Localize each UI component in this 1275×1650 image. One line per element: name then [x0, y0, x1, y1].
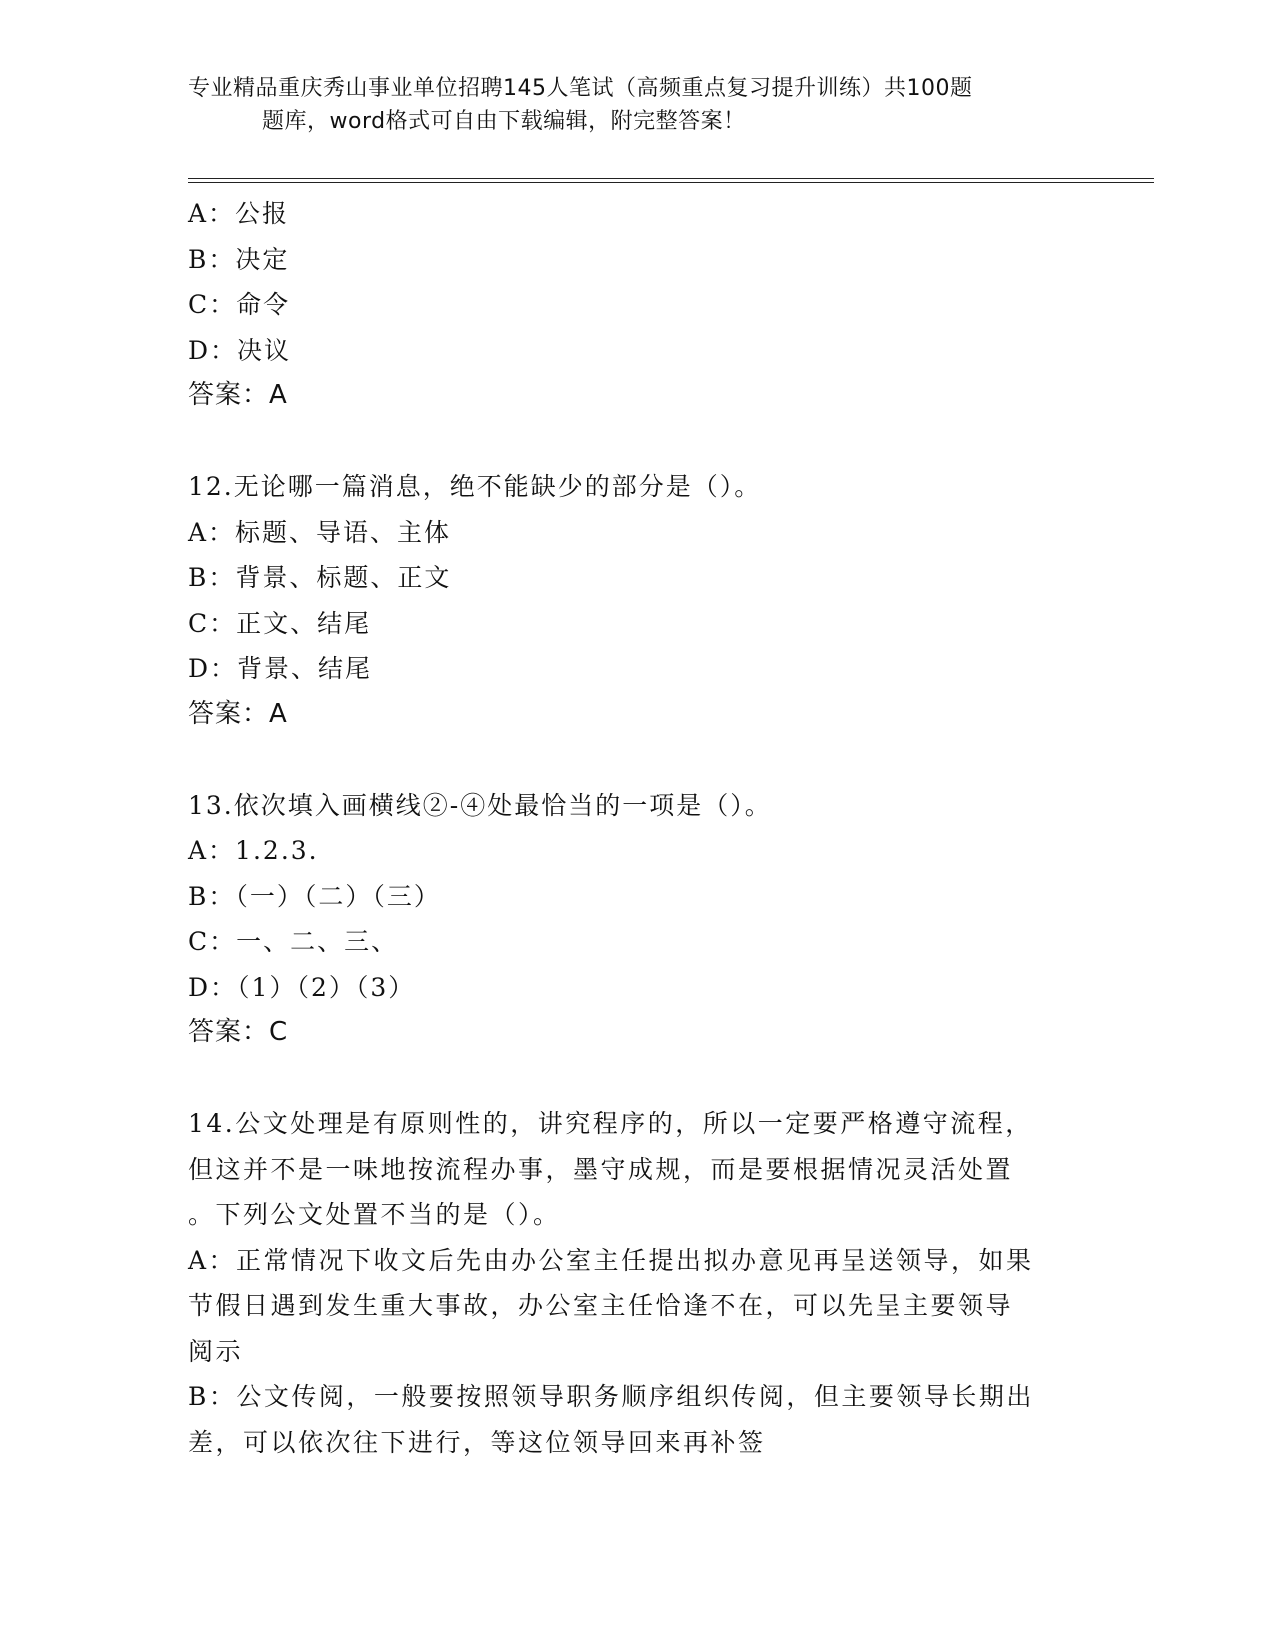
header-title-line2: 题库，word格式可自由下载编辑，附完整答案！: [262, 109, 746, 134]
option-d: D：决议: [188, 335, 292, 365]
answer: 答案：C: [188, 1017, 289, 1047]
option-a: A：公报: [188, 199, 290, 228]
header-title-line1: 专业精品重庆秀山事业单位招聘145人笔试（高频重点复习提升训练）共100题: [188, 76, 973, 101]
question-text-line: 但这并不是一味地按流程办事，墨守成规，而是要根据情况灵活处置: [188, 1154, 1014, 1184]
spacer: [188, 419, 1088, 465]
question-text-line: 。下列公文处置不当的是（）。: [188, 1200, 561, 1229]
option-c: C：一、二、三、: [188, 927, 399, 956]
question-11: [188, 191, 1088, 419]
option-b-line: B：公文传阅，一般要按照领导职务顺序组织传阅，但主要领导长期出: [188, 1382, 1034, 1411]
option-a-line: A：正常情况下收文后先由办公室主任提出拟办意见再呈送领导，如果: [188, 1245, 1034, 1275]
header-divider-bottom: [188, 182, 1154, 183]
option-d: D：背景、结尾: [188, 654, 373, 683]
option-a: A：标题、导语、主体: [188, 517, 452, 547]
question-text: 12.无论哪一篇消息，绝不能缺少的部分是（）。: [188, 472, 762, 501]
option-c: C：命令: [188, 290, 291, 319]
spacer: [188, 1056, 1088, 1102]
question-text: 13.依次填入画横线②-④处最恰当的一项是（）。: [188, 790, 772, 820]
answer: 答案：A: [188, 380, 288, 410]
question-12: [188, 464, 1088, 737]
option-b: B：背景、标题、正文: [188, 563, 452, 592]
option-a-line: 节假日遇到发生重大事故，办公室主任恰逢不在，可以先呈主要领导: [188, 1291, 1014, 1320]
question-13: [188, 783, 1088, 1056]
option-d: D：（1）（2）（3）: [188, 972, 416, 1002]
option-a: A：1.2.3.: [188, 836, 319, 865]
option-b: B：（一）（二）（三）: [188, 881, 441, 911]
document-body: [188, 191, 1088, 1465]
header-divider-top: [188, 178, 1154, 179]
answer: 答案：A: [188, 698, 288, 729]
spacer: [188, 737, 1088, 783]
question-14: [188, 1101, 1088, 1465]
option-b-line: 差，可以依次往下进行，等这位领导回来再补签: [188, 1427, 766, 1457]
option-c: C：正文、结尾: [188, 608, 372, 638]
option-b: B：决定: [188, 244, 290, 274]
option-a-line: 阅示: [188, 1336, 244, 1366]
question-text-line: 14.公文处理是有原则性的，讲究程序的，所以一定要严格遵守流程，: [188, 1109, 1033, 1138]
document-header: [188, 72, 1068, 138]
